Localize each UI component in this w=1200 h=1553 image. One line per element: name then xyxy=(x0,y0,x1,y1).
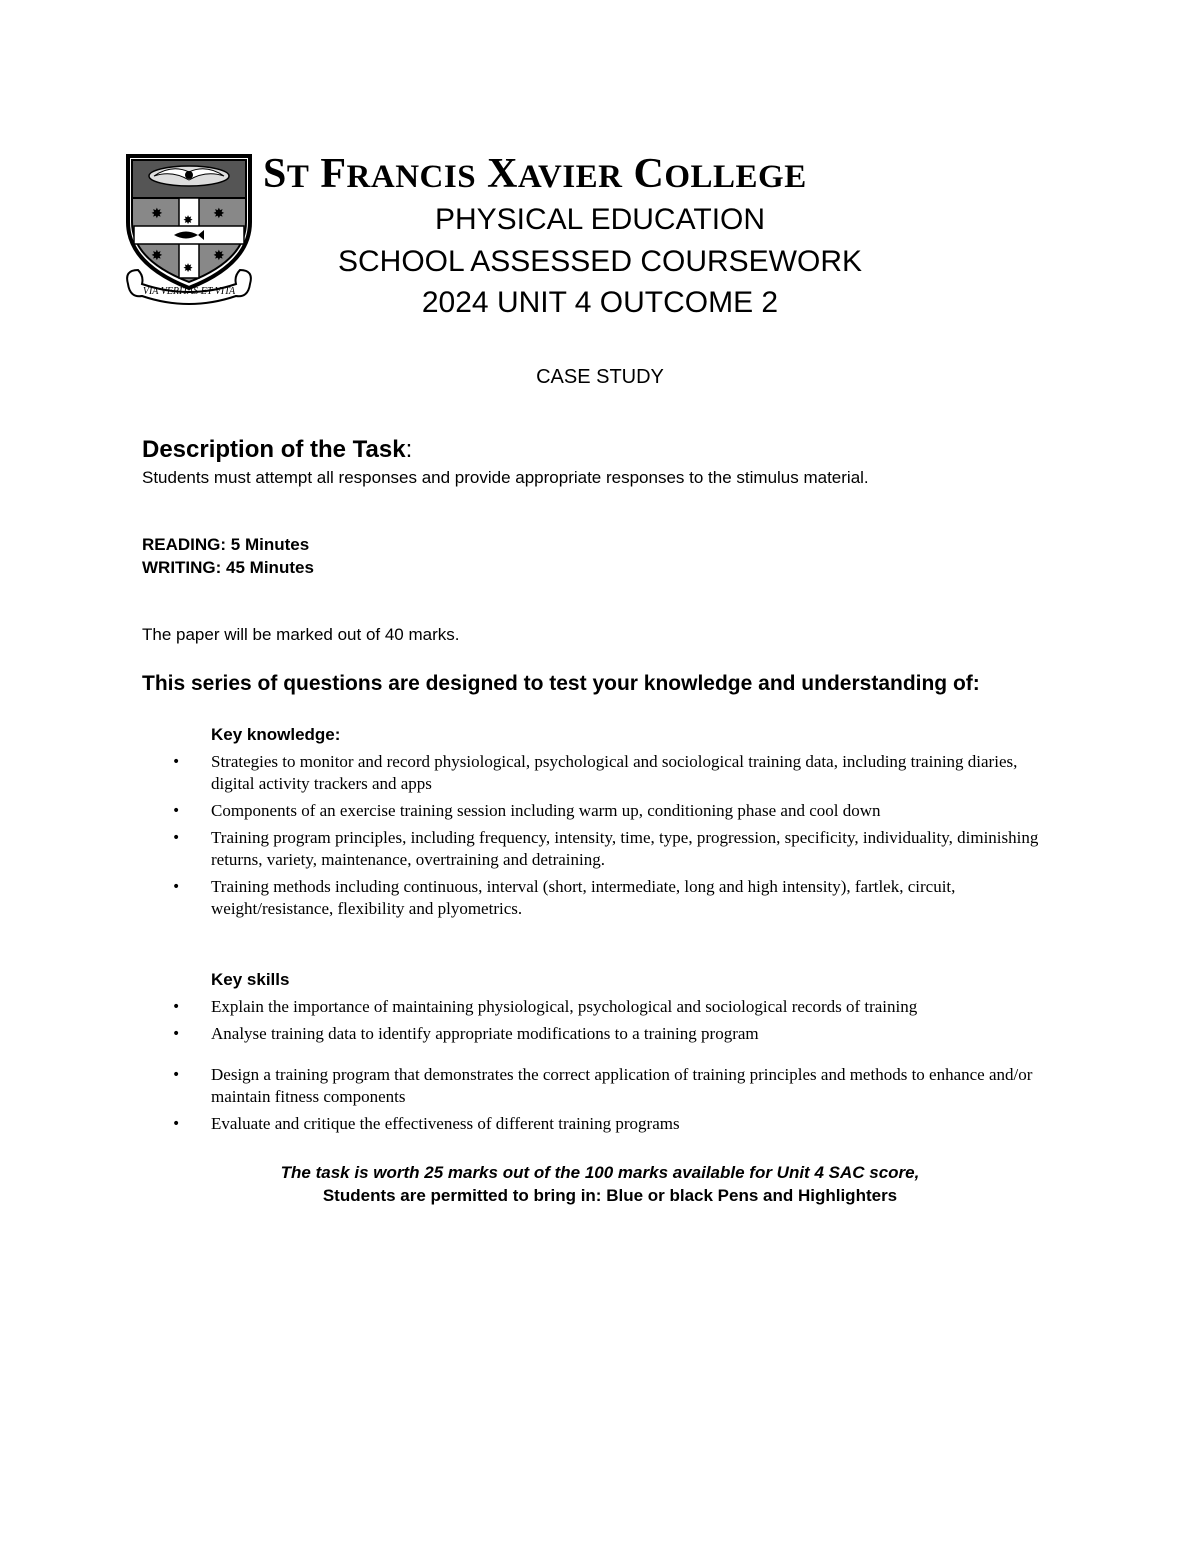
bullet-icon: • xyxy=(172,879,181,895)
case-study-label: CASE STUDY xyxy=(536,366,664,388)
crest-motto: VIA VERITAS ET VITA xyxy=(142,286,236,297)
svg-text:✸: ✸ xyxy=(151,206,163,222)
svg-text:✸: ✸ xyxy=(213,206,225,222)
college-initial-2: F xyxy=(320,151,347,197)
key-skill-item: Design a training program that demonstrates the correct application of training principles and methods to enhance and/or maintain fitness components xyxy=(211,1065,1033,1106)
list-item xyxy=(172,751,1052,795)
bullet-icon: • xyxy=(172,1067,181,1083)
college-initial-3: X xyxy=(487,151,518,197)
list-item xyxy=(172,800,1052,822)
reading-time: READING: 5 Minutes xyxy=(142,535,310,554)
key-skills-heading: Key skills xyxy=(211,970,290,989)
svg-text:✸: ✸ xyxy=(151,248,163,264)
list-item xyxy=(172,876,1052,920)
college-initial-4: C xyxy=(633,151,665,197)
permitted-items-statement: Students are permitted to bring in: Blue or black Pens and Highlighters xyxy=(322,1186,898,1205)
key-knowledge-list xyxy=(172,751,1052,925)
svg-text:✸: ✸ xyxy=(183,261,194,275)
college-crest-logo xyxy=(124,152,254,310)
subject-title: PHYSICAL EDUCATION xyxy=(434,203,766,236)
list-item xyxy=(172,996,1052,1018)
task-description: Students must attempt all responses and provide appropriate responses to the stimulus material. xyxy=(142,468,869,487)
writing-time: WRITING: 45 Minutes xyxy=(142,558,314,577)
college-rest-4: OLLEGE xyxy=(664,159,807,195)
bullet-icon: • xyxy=(172,1026,181,1042)
college-name xyxy=(263,150,807,198)
series-statement: This series of questions are designed to test your knowledge and understanding of: xyxy=(142,672,980,695)
task-heading xyxy=(142,436,412,464)
key-skill-item: Explain the importance of maintaining physiological, psychological and sociological records of training xyxy=(211,997,918,1016)
key-knowledge-heading: Key knowledge: xyxy=(211,725,341,744)
bullet-icon: • xyxy=(172,754,181,770)
assessment-title: SCHOOL ASSESSED COURSEWORK xyxy=(337,245,862,278)
bullet-icon: • xyxy=(172,830,181,846)
list-item xyxy=(172,1113,1052,1135)
key-skills-list xyxy=(172,996,1052,1135)
bullet-icon: • xyxy=(172,803,181,819)
marks-statement: The paper will be marked out of 40 marks. xyxy=(142,625,460,644)
task-worth-statement: The task is worth 25 marks out of the 100 marks available for Unit 4 SAC score, xyxy=(280,1163,920,1182)
unit-title: 2024 UNIT 4 OUTCOME 2 xyxy=(421,286,779,319)
key-knowledge-item: Training methods including continuous, interval (short, intermediate, long and high intensity), fartlek, circuit, weight/resistance, flexibility and plyometrics. xyxy=(211,877,956,918)
svg-text:✸: ✸ xyxy=(213,248,225,264)
key-knowledge-item: Components of an exercise training session including warm up, conditioning phase and cool down xyxy=(211,801,881,820)
college-rest-1: T xyxy=(286,159,310,195)
key-knowledge-item: Training program principles, including frequency, intensity, time, type, progression, specificity, individuality, diminishing returns, variety, maintenance, overtraining and detraining. xyxy=(211,828,1039,869)
task-heading-text: Description of the Task xyxy=(142,436,406,463)
bullet-icon: • xyxy=(172,999,181,1015)
college-rest-3: AVIER xyxy=(517,159,623,195)
college-initial-1: S xyxy=(263,151,287,197)
key-knowledge-item: Strategies to monitor and record physiological, psychological and sociological training data, including training diaries, digital activity trackers and apps xyxy=(211,752,1018,793)
key-skill-item: Evaluate and critique the effectiveness of different training programs xyxy=(211,1114,680,1133)
list-item xyxy=(172,1064,1052,1108)
svg-text:✸: ✸ xyxy=(183,213,194,227)
bullet-icon: • xyxy=(172,1116,181,1132)
list-item xyxy=(172,1023,1052,1045)
college-rest-2: RANCIS xyxy=(346,159,477,195)
task-heading-colon: : xyxy=(405,436,413,463)
list-item xyxy=(172,827,1052,871)
key-skill-item: Analyse training data to identify appropriate modifications to a training program xyxy=(211,1024,759,1043)
